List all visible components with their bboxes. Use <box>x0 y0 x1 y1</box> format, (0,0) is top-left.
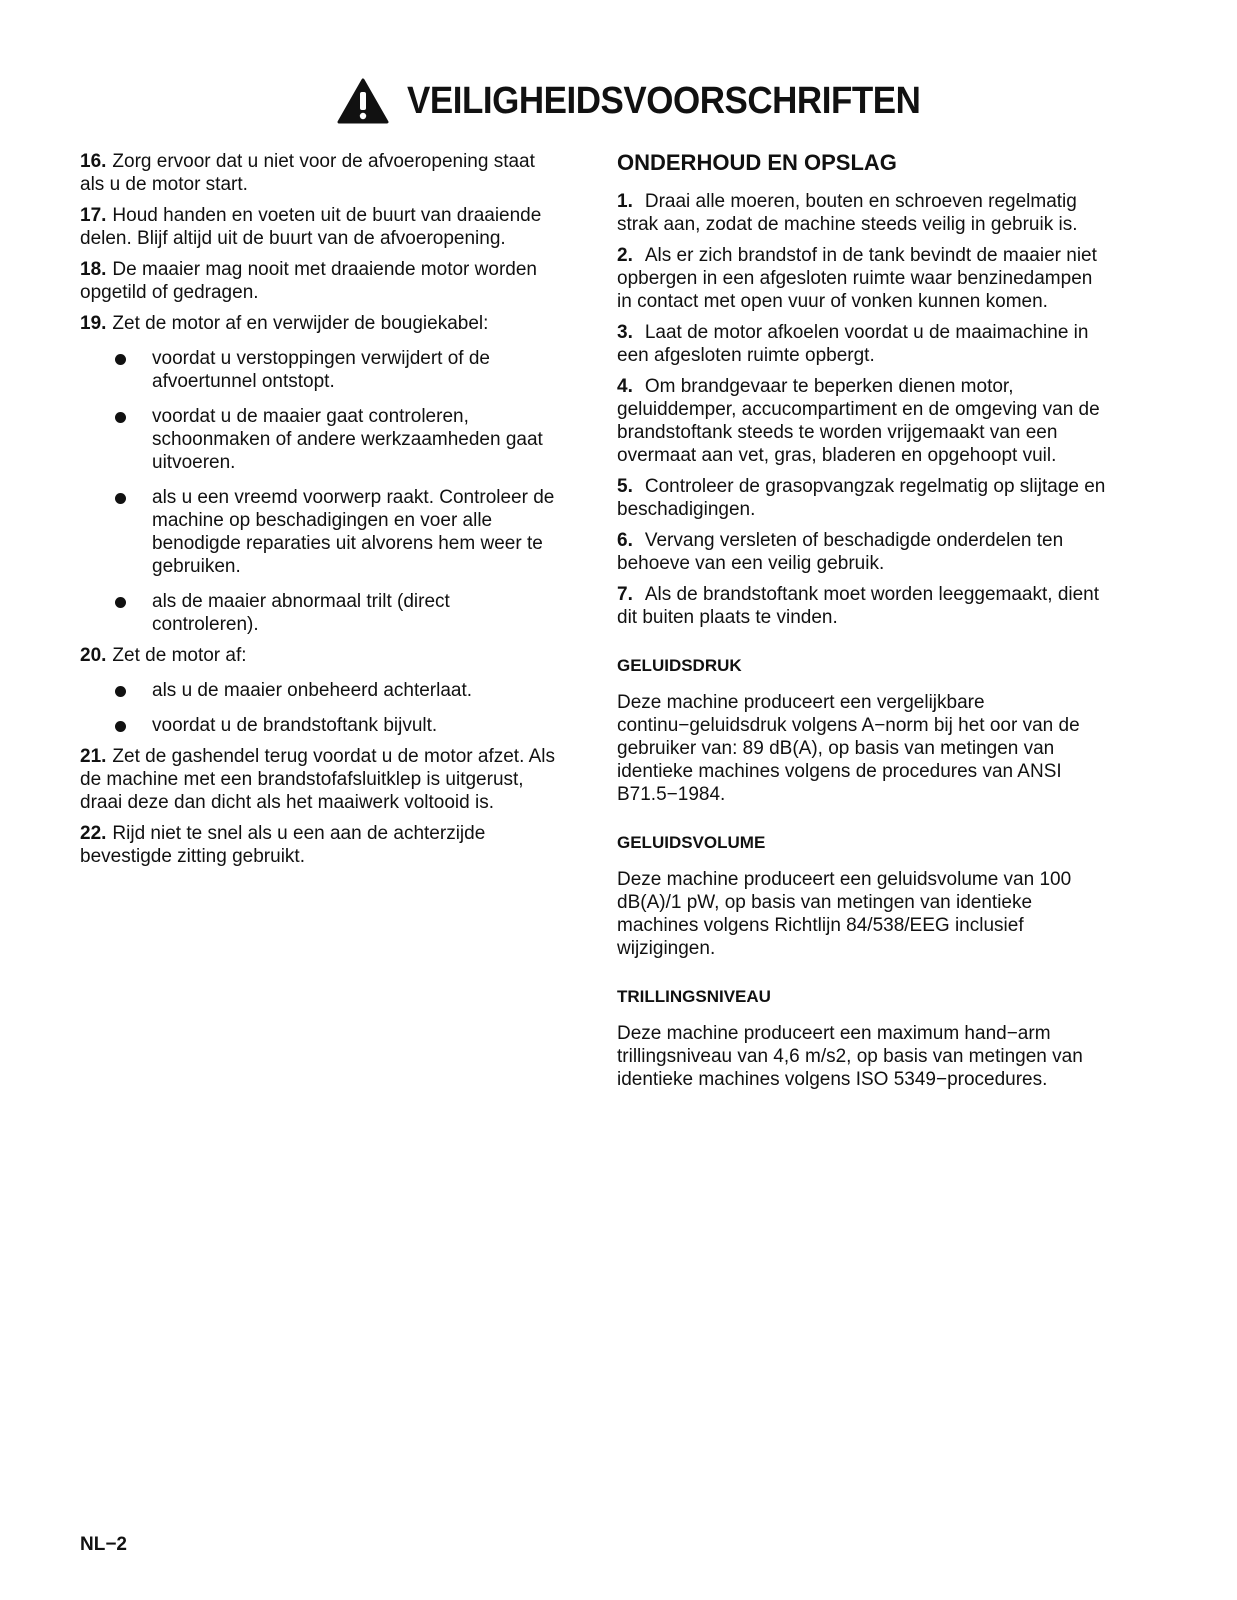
item-text: Controleer de grasopvangzak regelmatig op slijtage en beschadigingen. <box>617 476 1106 520</box>
paragraph-geluidsdruk: Deze machine produceert een vergelijkbare continu−geluidsdruk volgens A−norm bij het oor van de gebruiker van: 89 dB(A), op basis van metingen van identieke machines volgens de procedures van ANSI B71.5−1984. <box>617 692 1080 805</box>
bullet-item <box>80 486 560 578</box>
left-column <box>80 150 560 876</box>
bullet-item <box>80 590 560 636</box>
paragraph-geluidsvolume: Deze machine produceert een geluidsvolume van 100 dB(A)/1 pW, op basis van metingen van identieke machines volgens Richtlijn 84/538/EEG inclusief wijzigingen. <box>617 869 1072 959</box>
item-number: 4. <box>617 376 633 397</box>
subheading-geluidsvolume: GELUIDSVOLUME <box>617 833 766 852</box>
bullet-icon <box>115 354 126 365</box>
page-title: VEILIGHEIDSVOORSCHRIFTEN <box>407 80 921 122</box>
item-text: Rijd niet te snel als u een aan de achterzijde bevestigde zitting gebruikt. <box>80 823 486 867</box>
list-item <box>617 375 1107 467</box>
item-text: Om brandgevaar te beperken dienen motor, geluiddemper, accucompartiment en de omgeving van de brandstoftank steeds te worden vrijgemaakt van een overmaat aan vet, gras, bladeren en opgehoopt vuil. <box>617 376 1100 466</box>
item-number: 1. <box>617 191 633 212</box>
paragraph-trillingsniveau: Deze machine produceert een maximum hand−arm trillingsniveau van 4,6 m/s2, op basis van metingen van identieke machines volgens ISO 5349−procedures. <box>617 1023 1083 1090</box>
item-text: Draai alle moeren, bouten en schroeven regelmatig strak aan, zodat de machine steeds veilig in gebruik is. <box>617 191 1078 235</box>
list-item <box>617 244 1107 313</box>
section-title: ONDERHOUD EN OPSLAG <box>617 150 897 175</box>
bullet-text: als u de maaier onbeheerd achterlaat. <box>152 680 473 701</box>
item-number: 16. <box>80 151 107 172</box>
bullet-icon <box>115 493 126 504</box>
bullet-list-19 <box>80 347 560 636</box>
page-number: NL−2 <box>80 1534 127 1555</box>
item-number: 6. <box>617 530 633 551</box>
list-item-21 <box>80 745 560 814</box>
list-item-18 <box>80 258 560 304</box>
item-number: 3. <box>617 322 633 343</box>
page-header <box>0 78 1237 130</box>
item-number: 18. <box>80 259 107 280</box>
list-item <box>617 529 1107 575</box>
item-number: 2. <box>617 245 633 266</box>
bullet-icon <box>115 412 126 423</box>
item-number: 19. <box>80 313 107 334</box>
item-text: Zet de gashendel terug voordat u de motor afzet. Als de machine met een brandstofafsluitklep is uitgerust, draai deze dan dicht als het maaiwerk voltooid is. <box>80 746 555 813</box>
bullet-icon <box>115 686 126 697</box>
item-number: 20. <box>80 645 107 666</box>
item-number: 22. <box>80 823 107 844</box>
bullet-text: als u een vreemd voorwerp raakt. Controleer de machine op beschadigingen en voer alle benodigde reparaties uit alvorens hem weer te gebruiken. <box>152 487 555 577</box>
warning-triangle-icon <box>337 78 389 124</box>
item-number: 17. <box>80 205 107 226</box>
item-text: Laat de motor afkoelen voordat u de maaimachine in een afgesloten ruimte opbergt. <box>617 322 1089 366</box>
item-text: Vervang versleten of beschadigde onderdelen ten behoeve van een veilig gebruik. <box>617 530 1064 574</box>
bullet-text: voordat u de maaier gaat controleren, schoonmaken of andere werkzaamheden gaat uitvoeren. <box>152 406 543 473</box>
bullet-item <box>80 405 560 474</box>
bullet-text: voordat u de brandstoftank bijvult. <box>152 715 438 736</box>
bullet-text: voordat u verstoppingen verwijdert of de afvoertunnel ontstopt. <box>152 348 490 392</box>
bullet-item <box>80 679 560 702</box>
list-item <box>617 583 1107 629</box>
item-text: Zet de motor af en verwijder de bougiekabel: <box>112 313 489 334</box>
bullet-list-20 <box>80 679 560 737</box>
subheading-trillingsniveau: TRILLINGSNIVEAU <box>617 987 771 1006</box>
right-column <box>617 150 1107 1099</box>
item-text: Als de brandstoftank moet worden leeggemaakt, dient dit buiten plaats te vinden. <box>617 584 1100 628</box>
list-item-16 <box>80 150 560 196</box>
list-item-19 <box>80 312 560 335</box>
item-number: 21. <box>80 746 107 767</box>
list-item-17 <box>80 204 560 250</box>
list-item-22 <box>80 822 560 868</box>
list-item <box>617 321 1107 367</box>
item-number: 7. <box>617 584 633 605</box>
list-item-20 <box>80 644 560 667</box>
bullet-item <box>80 714 560 737</box>
item-text: Zorg ervoor dat u niet voor de afvoeropening staat als u de motor start. <box>80 151 535 195</box>
bullet-icon <box>115 721 126 732</box>
item-text: Houd handen en voeten uit de buurt van draaiende delen. Blijf altijd uit de buurt van de afvoeropening. <box>80 205 542 249</box>
subheading-geluidsdruk: GELUIDSDRUK <box>617 656 742 675</box>
item-text: Zet de motor af: <box>112 645 247 666</box>
list-item <box>617 190 1107 236</box>
bullet-item <box>80 347 560 393</box>
item-text: De maaier mag nooit met draaiende motor worden opgetild of gedragen. <box>80 259 537 303</box>
bullet-text: als de maaier abnormaal trilt (direct controleren). <box>152 591 450 635</box>
item-number: 5. <box>617 476 633 497</box>
list-item <box>617 475 1107 521</box>
bullet-icon <box>115 597 126 608</box>
item-text: Als er zich brandstof in de tank bevindt de maaier niet opbergen in een afgesloten ruimte waar benzinedampen in contact met open vuur of vonken kunnen komen. <box>617 245 1097 312</box>
